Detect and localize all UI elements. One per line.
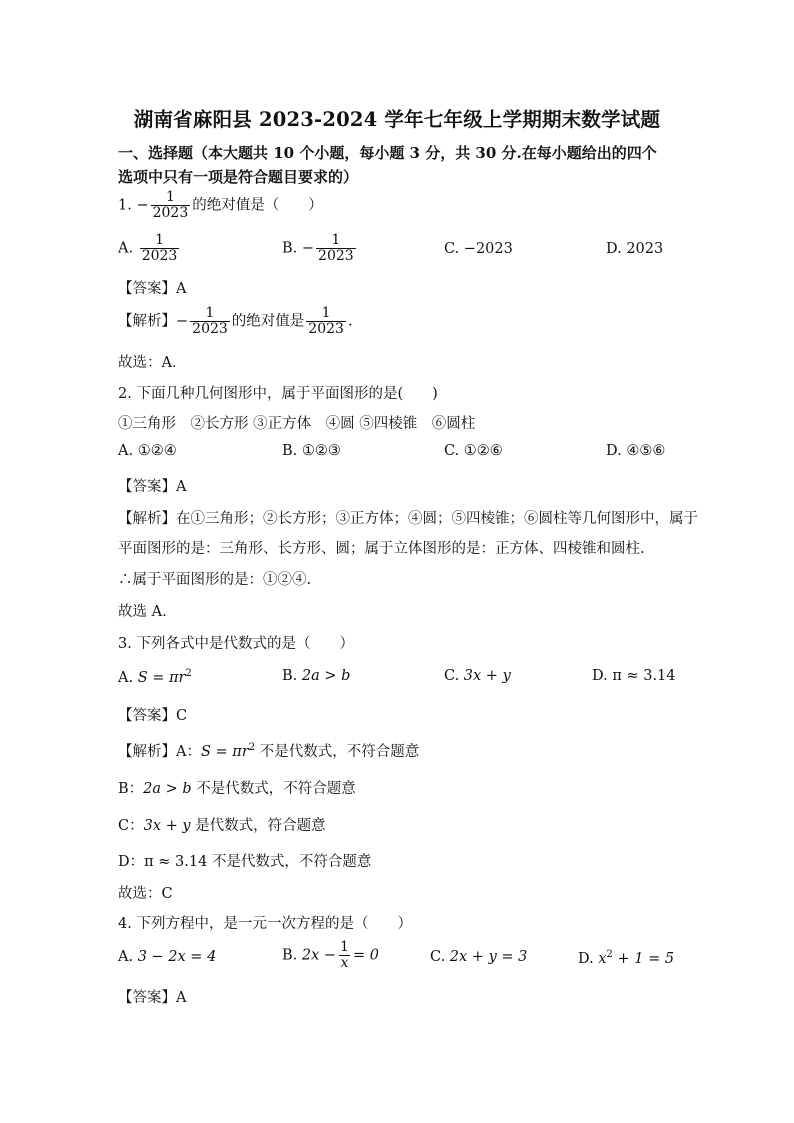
q3-analysis-d-text: 不是代数式，不符合题意 (211, 854, 372, 870)
q4-answer: 【答案】A (118, 990, 187, 1006)
q2-answer: 【答案】A (118, 479, 187, 495)
q1-option-b-fraction (316, 233, 356, 264)
q1-option-a-num: 1 (155, 232, 164, 248)
q4-option-c (430, 949, 527, 965)
q3-analysis-a-prefix: 【解析】A： (118, 744, 201, 760)
q3-analysis-c (118, 814, 326, 835)
q4-option-d (578, 949, 674, 967)
q3-option-a-label: A. (118, 669, 134, 686)
q3-analysis-c-text: 是代数式，符合题意 (195, 818, 326, 834)
q1-option-a-fraction (140, 233, 180, 264)
q1-frac-den: 2023 (152, 205, 189, 221)
q4-option-d-label: D. (578, 950, 594, 967)
q2-conclusion: 故选 A. (118, 604, 167, 620)
q3-option-d-expr: π ≈ 3.14 (612, 668, 676, 684)
q4-option-b-fraction (338, 940, 351, 971)
q1-answer: 【答案】A (118, 281, 187, 297)
q4-option-b-post: = 0 (352, 947, 379, 964)
q3-analysis-c-prefix: C： (118, 818, 144, 834)
q1-option-b-num: 1 (331, 232, 341, 248)
q2-option-d: D. ④⑤⑥ (606, 443, 666, 459)
q1-option-b-label: B. (282, 240, 298, 257)
q1-option-b (282, 233, 358, 264)
q2-option-b: B. ①②③ (282, 443, 341, 459)
q3-option-d-label: D. (592, 668, 608, 684)
q3-analysis-b-expr: 2a > b (143, 781, 192, 797)
q1-analysis-den2: 2023 (308, 321, 344, 337)
q1-analysis-end: . (347, 313, 353, 330)
q1-analysis-den: 2023 (192, 321, 228, 337)
q3-option-c (444, 668, 511, 684)
q4-option-b-pre: 2x − (301, 947, 337, 964)
q3-option-b (282, 668, 350, 684)
q4-option-a-expr: 3 − 2x = 4 (137, 949, 217, 965)
q1-option-b-den: 2023 (318, 248, 354, 264)
q3-option-b-expr: 2a > b (301, 668, 351, 684)
q1-fraction (151, 190, 191, 221)
q4-option-b-label: B. (282, 947, 298, 964)
q4-option-d-sup: 2 (606, 949, 613, 960)
q2-stem: 2. 下面几种几何图形中，属于平面图形的是( ) (118, 386, 438, 402)
q3-option-c-label: C. (444, 668, 460, 684)
q3-analysis-a (118, 740, 419, 761)
q3-conclusion: 故选：C (118, 886, 173, 902)
q1-frac-num: 1 (165, 189, 175, 205)
q3-analysis-a-text: 不是代数式，不符合题意 (259, 744, 420, 760)
q3-analysis-a-expr: S = πr (200, 744, 249, 760)
section-heading-line2: 选项中只有一项是符合题目要求的） (118, 168, 359, 186)
q3-analysis-d-prefix: D： (118, 854, 145, 870)
q1-analysis-num2: 1 (321, 305, 331, 321)
q4-option-b-num: 1 (340, 939, 349, 955)
q3-option-a (118, 668, 192, 686)
q2-option-a: A. ①②④ (118, 443, 177, 459)
section-heading-line1: 一、选择题（本大题共 10 个小题，每小题 3 分，共 30 分.在每小题给出的四个 (118, 144, 657, 162)
q3-stem: 3. 下列各式中是代数式的是（ ） (118, 636, 354, 652)
q4-option-a (118, 949, 216, 965)
q4-option-c-expr: 2x + y = 3 (449, 949, 528, 965)
q3-option-c-expr: 3x + y (463, 668, 511, 684)
q3-answer: 【答案】C (118, 708, 188, 724)
q1-analysis (118, 306, 353, 337)
q3-analysis-b-text: 不是代数式，不符合题意 (196, 781, 356, 797)
q4-option-b (282, 940, 379, 971)
page-title: 湖南省麻阳县 2023-2024 学年七年级上学期期末数学试题 (133, 108, 661, 131)
q3-analysis-b (118, 777, 356, 798)
q3-option-b-label: B. (282, 668, 298, 684)
q1-analysis-mid: 的绝对值是 (231, 313, 305, 330)
q1-option-d: D. 2023 (606, 241, 664, 257)
q1-stem (118, 190, 323, 221)
q4-stem: 4. 下列方程中，是一元一次方程的是（ ） (118, 916, 412, 932)
q4-option-c-label: C. (430, 949, 446, 965)
q1-suffix: 的绝对值是（ ） (192, 197, 323, 214)
q2-items: ①三角形 ②长方形 ③正方体 ④圆 ⑤四棱锥 ⑥圆柱 (118, 416, 476, 432)
q4-option-a-label: A. (118, 949, 134, 965)
q1-analysis-fraction2 (306, 306, 346, 337)
q4-option-b-den: x (340, 955, 349, 971)
q2-option-c: C. ①②⑥ (444, 443, 503, 459)
q3-option-a-sup: 2 (185, 668, 192, 679)
q3-analysis-c-expr: 3x + y (143, 818, 191, 834)
q1-analysis-fraction (190, 306, 230, 337)
q2-analysis-line1: 【解析】在①三角形；②长方形；③正方体；④圆；⑤四棱锥；⑥圆柱等几何图形中，属于 (118, 511, 698, 527)
q1-analysis-prefix: 【解析】− (118, 313, 189, 330)
q2-analysis-line2: 平面图形的是：三角形、长方形、圆；属于立体图形的是：正方体、四棱锥和圆柱. (118, 541, 645, 557)
q3-option-d (592, 668, 676, 684)
q4-option-d-pre: x (598, 950, 607, 967)
q3-analysis-a-sup: 2 (248, 742, 256, 754)
q1-option-a (118, 233, 181, 264)
q1-option-a-den: 2023 (141, 248, 178, 264)
q1-option-b-sign: − (301, 240, 315, 257)
q2-analysis-line3: ∴属于平面图形的是：①②④. (118, 572, 312, 588)
q3-analysis-b-prefix: B： (118, 781, 144, 797)
q4-option-d-post: + 1 = 5 (612, 950, 675, 967)
q1-conclusion: 故选：A． (118, 355, 187, 371)
q1-option-c: C. −2023 (444, 241, 513, 257)
q3-option-a-expr: S = πr (137, 669, 186, 686)
q3-analysis-d (118, 850, 371, 871)
q1-analysis-num: 1 (205, 305, 215, 321)
q1-prefix: 1. − (118, 197, 149, 214)
q1-option-a-label: A. (118, 240, 134, 257)
q3-analysis-d-expr: π ≈ 3.14 (144, 854, 208, 870)
